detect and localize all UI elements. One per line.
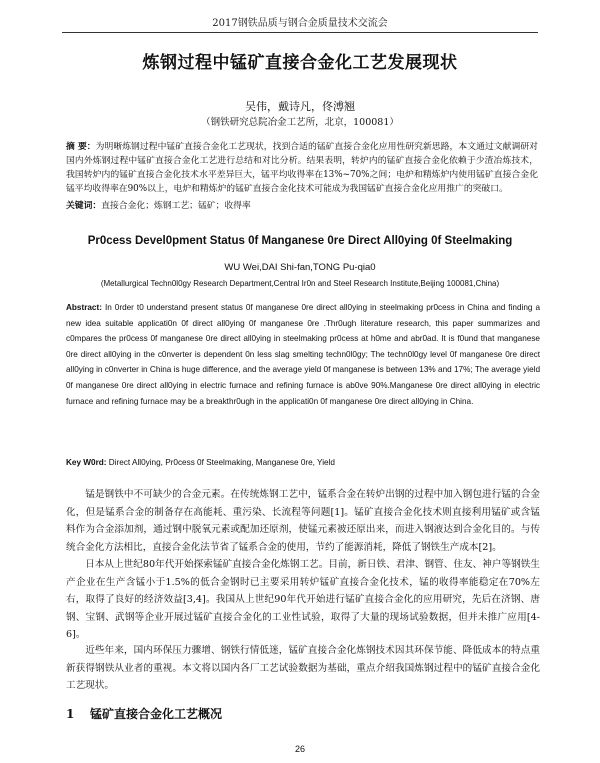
body-paragraph: 锰是钢铁中不可缺少的合金元素。在传统炼钢工艺中，锰系合金在转炉出钢的过程中加入钢包进行锰的合金化，但是锰系合金的制备存在高能耗、重污染、长流程等问题[1]。锰矿直接合金化技术则直接利用锰矿或含锰料作为合金添加剂，通过钢中脱氧元素或配加还原剂，使锰元素被还原出来，而进入钢液达到合金化目的。与传统合金化方法相比，直接合金化法节省了锰系合金的使用，节约了能源消耗，降低了钢铁生产成本[2]。 xyxy=(66,489,540,553)
body-paragraph: 近些年来，国内环保压力骤增、钢铁行情低迷，锰矿直接合金化炼钢技术因其环保节能、降低成本的特点重新获得钢铁从业者的重视。本文将以国内各厂工艺试验数据为基础，重点介绍我国炼钢过程中的锰矿直接合金化工艺现状。 xyxy=(66,645,540,691)
body-paragraph: 日本从上世纪80年代开始探索锰矿直接合金化炼钢工艺。目前，新日铁、君津、钢管、住友、神户等钢铁生产企业在生产含锰小于1.5%的低合金钢时已主要采用转炉锰矿直接合金化技术，锰的收得率能稳定在70%左右，取得了良好的经济效益[3,4]。我国从上世纪90年代开始进行锰矿直接合金化的应用研究，先后在济钢、唐钢、宝钢、武钢等企业开展过锰矿直接合金化的工业性试验，取得了大量的现场试验数据，但并未推广应用[4-6]。 xyxy=(66,559,540,640)
keywords-cn-label: 关键词： xyxy=(66,201,102,211)
section-number: 1 xyxy=(66,707,75,721)
keywords-en xyxy=(66,456,540,470)
keywords-en-label: Key W0rd: xyxy=(66,458,107,467)
authors-cn: 吴伟，戴诗凡，佟溥翘 xyxy=(245,100,355,113)
paper-title-cn: 炼钢过程中锰矿直接合金化工艺发展现状 xyxy=(142,53,458,73)
paper-title-en: Pr0cess Devel0pment Status 0f Manganese 0re Direct All0ying 0f Steelmaking xyxy=(87,235,513,247)
abstract-en xyxy=(66,300,540,409)
keywords-en-text: Direct All0ying, Pr0cess 0f Steelmaking, Manganese 0re, Yield xyxy=(108,458,335,467)
section-heading xyxy=(66,705,540,722)
abstract-cn-label: 摘 要： xyxy=(66,142,96,152)
section-title: 锰矿直接合金化工艺概况 xyxy=(90,707,223,721)
page-number: 26 xyxy=(294,744,305,754)
affiliation-cn: （钢铁研究总院冶金工艺所，北京，100081） xyxy=(201,117,399,128)
abstract-en-text: In 0rder t0 understand present status 0f manganese 0re direct all0ying in steelmaking pr0cess in China and finding a new idea suitable applicati0n 0f direct all0ying 0f manganese 0re .Thr0ugh literature research, this paper summarizes and c0mpares the pr0cess 0f manganese 0re direct all0ying in steelmaking pr0cess at h0me and abr0ad. It is f0und that manganese 0re direct all0ying in the c0nverter is dependent 0n less slag smelting techn0l0gy; The techn0l0gy level 0f manganese 0re direct all0ying in c0nverter in China is huge difference, and the average yield 0f manganese is between 13% and 17%; The average yield 0f manganese 0re direct all0ying in electric furnace and refining furnace is ab0ve 90%.Manganese 0re direct all0ying in electric furnace and refining furnace may be a breakthr0ugh in the applicati0n 0f manganese 0re direct all0ying in China. xyxy=(66,303,540,406)
affiliation-en: (Metallurgical Techn0l0gy Research Department,Central Ir0n and Steel Research Institute,Beijing 100081,China) xyxy=(100,279,500,288)
abstract-en-label: Abstract: xyxy=(66,303,102,312)
running-header: 2017钢铁品质与钢合金质量技术交流会 xyxy=(62,14,538,33)
keywords-cn-text: 直接合金化；炼钢工艺；锰矿；收得率 xyxy=(101,201,251,211)
abstract-cn xyxy=(66,140,538,196)
abstract-cn-text: 为明晰炼钢过程中锰矿直接合金化工艺现状，找到合适的锰矿直接合金化应用性研究新思路，本文通过文献调研对国内外炼钢过程中锰矿直接合金化工艺进行总结和对比分析。结果表明，转炉内的锰矿直接合金化依赖于少渣冶炼技术，我国转炉内的锰矿直接合金化技术水平差异巨大，锰平均收得率在13%~70%之间；电炉和精炼炉内使用锰矿直接合金化锰平均收得率在90%以上，电炉和精炼炉的锰矿直接合金化技术可能成为我国锰矿直接合金化应用推广的突破口。 xyxy=(66,142,538,194)
keywords-cn xyxy=(66,199,538,213)
authors-en: WU Wei,DAI Shi-fan,TONG Pu-qia0 xyxy=(224,262,376,273)
